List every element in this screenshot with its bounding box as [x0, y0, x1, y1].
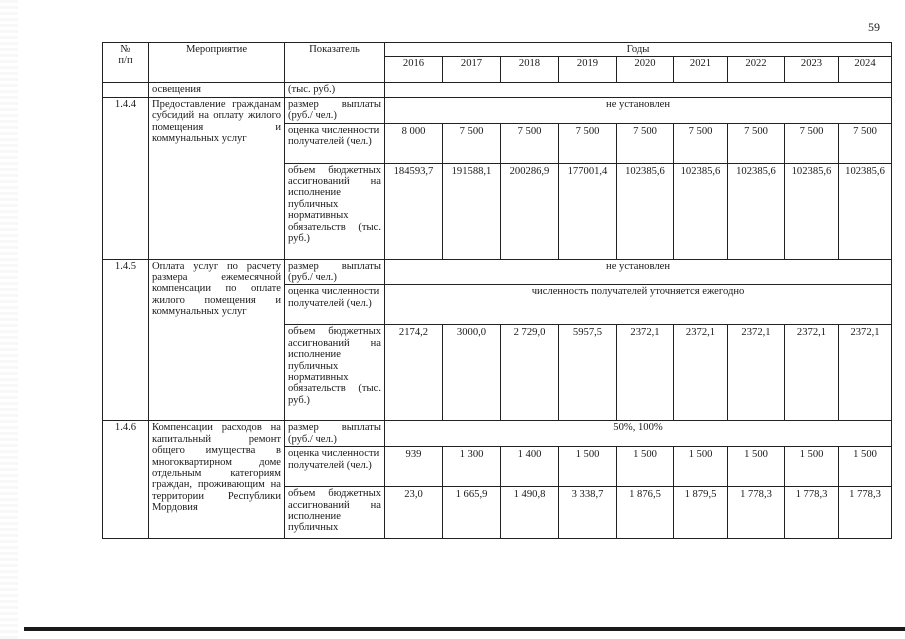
value-cell: 3 338,7	[559, 487, 617, 539]
value-cell: 939	[385, 447, 443, 487]
value-cell: 1 879,5	[674, 487, 728, 539]
merged-value: численность получателей уточняется ежегодно	[385, 285, 892, 325]
value-cell: 1 665,9	[443, 487, 501, 539]
page-number: 59	[868, 20, 880, 34]
value-cell: 1 500	[839, 447, 892, 487]
value-cell: 1 300	[443, 447, 501, 487]
row-1-4-5-payment	[103, 259, 892, 285]
year-cell: 2024	[839, 57, 892, 83]
row-num: 1.4.4	[103, 97, 149, 259]
value-cell: 2372,1	[674, 325, 728, 421]
row-indicator: оценка численности получателей (чел.)	[285, 285, 385, 325]
header-row-1	[103, 43, 892, 57]
value-cell: 1 876,5	[617, 487, 674, 539]
row-event: Оплата услуг по расчету размера ежемесячной компенсации по оплате жилого помещения и коммунальных услуг	[149, 259, 285, 421]
value-cell: 7 500	[785, 123, 839, 163]
continuation-row	[103, 83, 892, 97]
value-cell: 7 500	[839, 123, 892, 163]
row-indicator: оценка численности получателей (чел.)	[285, 447, 385, 487]
value-cell: 7 500	[559, 123, 617, 163]
value-cell: 2372,1	[617, 325, 674, 421]
value-cell: 3000,0	[443, 325, 501, 421]
value-cell: 102385,6	[839, 163, 892, 259]
row-indicator: размер выплаты (руб./ чел.)	[285, 259, 385, 285]
value-cell: 177001,4	[559, 163, 617, 259]
value-cell: 1 778,3	[728, 487, 785, 539]
value-cell: 7 500	[443, 123, 501, 163]
row-event: Предоставление гражданам субсидий на оплату жилого помещения и коммунальных услуг	[149, 97, 285, 259]
year-cell: 2019	[559, 57, 617, 83]
value-cell: 5957,5	[559, 325, 617, 421]
row-1-4-4-payment	[103, 97, 892, 123]
value-cell: 1 400	[501, 447, 559, 487]
merged-value: 50%, 100%	[385, 421, 892, 447]
row-indicator: (тыс. руб.)	[285, 83, 385, 97]
value-cell: 1 500	[674, 447, 728, 487]
header-num: № п/п	[103, 43, 149, 83]
header-years: Годы	[385, 43, 892, 57]
value-cell: 2372,1	[728, 325, 785, 421]
merged-value: не установлен	[385, 259, 892, 285]
value-cell: 1 500	[559, 447, 617, 487]
header-indicator: Показатель	[285, 43, 385, 83]
value-cell: 102385,6	[674, 163, 728, 259]
value-cell: 1 778,3	[839, 487, 892, 539]
value-cell: 7 500	[501, 123, 559, 163]
value-cell: 2372,1	[839, 325, 892, 421]
year-cell: 2021	[674, 57, 728, 83]
year-cell: 2017	[443, 57, 501, 83]
value-cell: 2 729,0	[501, 325, 559, 421]
value-cell: 102385,6	[617, 163, 674, 259]
row-event: освещения	[149, 83, 285, 97]
row-indicator: объем бюджетных ассигнований на исполнение публичных	[285, 487, 385, 539]
value-cell: 7 500	[674, 123, 728, 163]
year-cell: 2020	[617, 57, 674, 83]
value-cell: 7 500	[728, 123, 785, 163]
header-event: Мероприятие	[149, 43, 285, 83]
row-1-4-6-payment	[103, 421, 892, 447]
row-indicator: объем бюджетных ассигнований на исполнение публичных нормативных обязательств (тыс. руб.)	[285, 325, 385, 421]
row-num	[103, 83, 149, 97]
row-num: 1.4.6	[103, 421, 149, 539]
row-event: Компенсации расходов на капитальный ремонт общего имущества в многоквартирном доме отдельным категориям граждан, проживающим на территории Республики Мордовия	[149, 421, 285, 539]
value-cell: 102385,6	[785, 163, 839, 259]
budget-table	[102, 42, 892, 539]
row-indicator: размер выплаты (руб./ чел.)	[285, 97, 385, 123]
value-cell: 200286,9	[501, 163, 559, 259]
value-cell: 1 500	[728, 447, 785, 487]
value-cell: 8 000	[385, 123, 443, 163]
row-num: 1.4.5	[103, 259, 149, 421]
scan-bottom-edge	[24, 627, 905, 631]
year-cell: 2018	[501, 57, 559, 83]
value-cell: 23,0	[385, 487, 443, 539]
value-cell: 191588,1	[443, 163, 501, 259]
value-cell: 1 490,8	[501, 487, 559, 539]
year-cell: 2023	[785, 57, 839, 83]
scan-margin	[0, 0, 18, 639]
merged-value: не установлен	[385, 97, 892, 123]
value-cell: 1 500	[785, 447, 839, 487]
year-cell: 2016	[385, 57, 443, 83]
value-cell: 102385,6	[728, 163, 785, 259]
value-cell: 184593,7	[385, 163, 443, 259]
value-cell: 2372,1	[785, 325, 839, 421]
value-cell: 1 500	[617, 447, 674, 487]
value-cell: 7 500	[617, 123, 674, 163]
row-values	[385, 83, 892, 97]
value-cell: 1 778,3	[785, 487, 839, 539]
year-cell: 2022	[728, 57, 785, 83]
row-indicator: объем бюджетных ассигнований на исполнение публичных нормативных обязательств (тыс. руб.)	[285, 163, 385, 259]
row-indicator: размер выплаты (руб./ чел.)	[285, 421, 385, 447]
value-cell: 2174,2	[385, 325, 443, 421]
row-indicator: оценка численности получателей (чел.)	[285, 123, 385, 163]
